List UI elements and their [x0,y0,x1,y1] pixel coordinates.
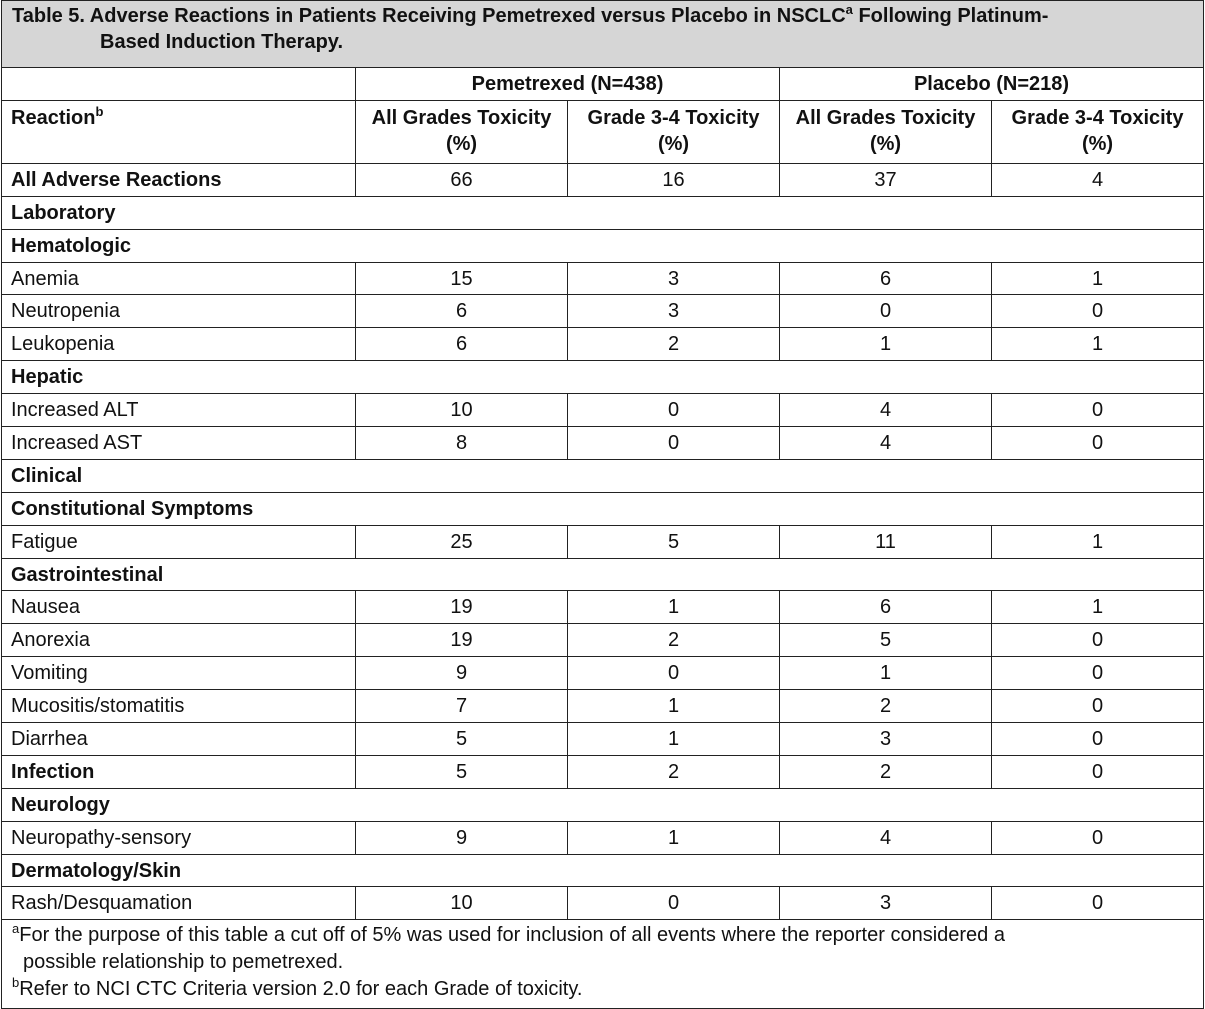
placebo-all-grades-value: 3 [780,887,992,920]
placebo-grade34-value: 0 [992,821,1204,854]
header-line-1: Grade 3-4 Toxicity [1011,106,1184,129]
pemetrexed-grade34-value: 0 [568,657,780,690]
placebo-all-grades-value: 3 [780,723,992,756]
empty-header-cell [2,68,356,101]
table-row [2,394,1204,427]
footnote-a-mark: a [12,921,20,937]
pemetrexed-all-grades-value: 8 [356,427,568,460]
table-row [2,657,1204,690]
placebo-all-grades-value: 11 [780,525,992,558]
pemetrexed-all-grades-value: 15 [356,262,568,295]
caption-line-1 [12,3,1193,29]
pemetrexed-all-grades-value: 66 [356,163,568,196]
reaction-name: Vomiting [2,657,356,690]
section-label: Neurology [2,788,1204,821]
footnote-row [2,920,1204,1009]
pemetrexed-all-grades-value: 6 [356,328,568,361]
placebo-grade34-value: 1 [992,328,1204,361]
footnote-b-text: Refer to NCI CTC Criteria version 2.0 for each Grade of toxicity. [19,978,583,1001]
pemetrexed-all-grades-value: 19 [356,591,568,624]
placebo-all-grades-value: 37 [780,163,992,196]
placebo-grade34-value: 1 [992,262,1204,295]
placebo-all-grades-value: 4 [780,427,992,460]
section-label: Dermatology/Skin [2,854,1204,887]
section-row [2,788,1204,821]
reaction-name: All Adverse Reactions [2,163,356,196]
pemetrexed-all-grades-value: 5 [356,723,568,756]
placebo-grade34-value: 0 [992,690,1204,723]
section-row [2,459,1204,492]
table-caption [2,1,1204,68]
reaction-label: Reaction [11,106,96,129]
pemetrexed-grade34-value: 1 [568,591,780,624]
reaction-name: Neutropenia [2,295,356,328]
caption-text-end: Following Platinum- [852,5,1049,27]
table-row [2,624,1204,657]
placebo-all-grades-value: 0 [780,295,992,328]
section-label: Constitutional Symptoms [2,492,1204,525]
section-row [2,229,1204,262]
header-line-2: (%) [657,132,690,155]
section-label: Hepatic [2,361,1204,394]
pemetrexed-grade34-value: 1 [568,690,780,723]
placebo-all-grades-value: 6 [780,262,992,295]
reaction-name: Increased ALT [2,394,356,427]
reaction-name: Increased AST [2,427,356,460]
placebo-grade34-value: 0 [992,723,1204,756]
pemetrexed-grade34-header [568,100,780,163]
pemetrexed-all-grades-value: 9 [356,821,568,854]
placebo-all-grades-value: 4 [780,821,992,854]
pemetrexed-all-grades-value: 10 [356,887,568,920]
placebo-all-grades-value: 6 [780,591,992,624]
pemetrexed-grade34-value: 1 [568,723,780,756]
reaction-name: Neuropathy-sensory [2,821,356,854]
reaction-name: Leukopenia [2,328,356,361]
placebo-grade34-value: 0 [992,624,1204,657]
section-row [2,492,1204,525]
reaction-name: Anorexia [2,624,356,657]
pemetrexed-grade34-value: 3 [568,295,780,328]
table-row [2,755,1204,788]
reaction-name: Anemia [2,262,356,295]
pemetrexed-grade34-value: 0 [568,394,780,427]
placebo-all-grades-value: 1 [780,657,992,690]
footnotes [2,920,1204,1009]
pemetrexed-all-grades-value: 6 [356,295,568,328]
placebo-grade34-value: 0 [992,394,1204,427]
placebo-grade34-header [992,100,1204,163]
group-header-pemetrexed: Pemetrexed (N=438) [356,68,780,101]
header-line-2: (%) [869,132,902,155]
caption-line-2: Based Induction Therapy. [100,31,343,53]
pemetrexed-all-grades-value: 7 [356,690,568,723]
placebo-all-grades-header [780,100,992,163]
pemetrexed-all-grades-value: 19 [356,624,568,657]
pemetrexed-all-grades-header [356,100,568,163]
table-row [2,887,1204,920]
reaction-name: Rash/Desquamation [2,887,356,920]
adverse-reactions-table [1,0,1204,1009]
footnote-a-continuation: possible relationship to pemetrexed. [23,951,344,974]
pemetrexed-grade34-value: 1 [568,821,780,854]
section-row [2,361,1204,394]
pemetrexed-grade34-value: 0 [568,887,780,920]
header-line-1: All Grades Toxicity [371,106,552,129]
reaction-name: Nausea [2,591,356,624]
placebo-all-grades-value: 4 [780,394,992,427]
section-row [2,196,1204,229]
placebo-all-grades-value: 1 [780,328,992,361]
placebo-grade34-value: 0 [992,427,1204,460]
pemetrexed-grade34-value: 2 [568,624,780,657]
footnote-b-mark: b [12,975,20,991]
reaction-name: Mucositis/stomatitis [2,690,356,723]
pemetrexed-grade34-value: 2 [568,755,780,788]
table-row [2,262,1204,295]
reaction-column-header [2,100,356,163]
placebo-grade34-value: 0 [992,295,1204,328]
footnote-a [12,922,1193,949]
placebo-grade34-value: 0 [992,657,1204,690]
section-label: Hematologic [2,229,1204,262]
table-row [2,821,1204,854]
placebo-grade34-value: 0 [992,887,1204,920]
placebo-all-grades-value: 5 [780,624,992,657]
pemetrexed-grade34-value: 2 [568,328,780,361]
placebo-grade34-value: 0 [992,755,1204,788]
pemetrexed-grade34-value: 5 [568,525,780,558]
caption-footnote-mark: a [845,2,853,17]
footnote-a-text: For the purpose of this table a cut off of 5% was used for inclusion of all events where the reporter considered a [19,924,1005,947]
pemetrexed-all-grades-value: 10 [356,394,568,427]
reaction-name: Fatigue [2,525,356,558]
section-row [2,558,1204,591]
reaction-name: Infection [2,755,356,788]
pemetrexed-grade34-value: 3 [568,262,780,295]
group-header-placebo: Placebo (N=218) [780,68,1204,101]
table-row [2,525,1204,558]
table-row [2,427,1204,460]
caption-row [2,1,1204,68]
placebo-grade34-value: 1 [992,525,1204,558]
placebo-grade34-value: 4 [992,163,1204,196]
pemetrexed-all-grades-value: 9 [356,657,568,690]
table-row [2,328,1204,361]
pemetrexed-grade34-value: 0 [568,427,780,460]
header-line-1: Grade 3-4 Toxicity [587,106,760,129]
header-line-2: (%) [445,132,478,155]
group-header-row [2,68,1204,101]
caption-text: Table 5. Adverse Reactions in Patients Receiving Pemetrexed versus Placebo in NSCLC [12,5,846,27]
reaction-name: Diarrhea [2,723,356,756]
table-row [2,295,1204,328]
placebo-all-grades-value: 2 [780,755,992,788]
table-row [2,591,1204,624]
section-label: Gastrointestinal [2,558,1204,591]
placebo-all-grades-value: 2 [780,690,992,723]
pemetrexed-all-grades-value: 25 [356,525,568,558]
table-row [2,690,1204,723]
pemetrexed-grade34-value: 16 [568,163,780,196]
section-label: Laboratory [2,196,1204,229]
section-row [2,854,1204,887]
section-label: Clinical [2,459,1204,492]
table-row [2,723,1204,756]
column-header-row [2,100,1204,163]
placebo-grade34-value: 1 [992,591,1204,624]
reaction-footnote-mark: b [95,103,104,119]
header-line-2: (%) [1081,132,1114,155]
table-row [2,163,1204,196]
pemetrexed-all-grades-value: 5 [356,755,568,788]
header-line-1: All Grades Toxicity [795,106,976,129]
footnote-b [12,976,1193,1003]
